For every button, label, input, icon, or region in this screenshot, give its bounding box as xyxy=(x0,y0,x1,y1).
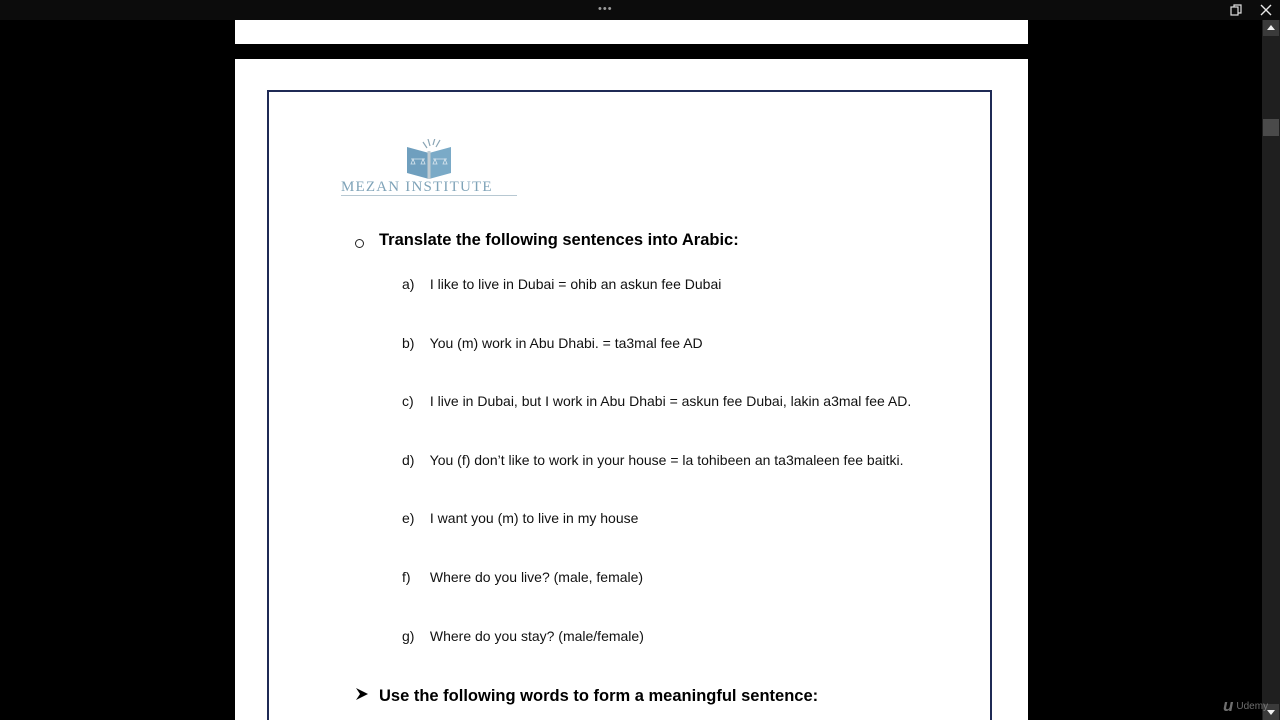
item-text: I live in Dubai, but I work in Abu Dhabi = askun fee Dubai, lakin a3mal fee AD. xyxy=(429,393,912,409)
item-label: c) xyxy=(402,393,414,409)
vertical-scrollbar[interactable] xyxy=(1262,20,1280,720)
item-label: g) xyxy=(402,628,415,644)
section-heading-translate: Translate the following sentences into Arabic: xyxy=(379,231,739,249)
item-text: I want you (m) to live in my house xyxy=(429,510,639,526)
udemy-logo-icon: u xyxy=(1223,696,1234,715)
scroll-up-button[interactable] xyxy=(1263,20,1279,36)
item-text: You (f) don’t like to work in your house = la tohibeen an ta3maleen fee baitki. xyxy=(429,452,904,468)
udemy-watermark xyxy=(1223,696,1268,716)
watermark-text: Udemy xyxy=(1236,701,1269,712)
logo-underline xyxy=(341,195,517,196)
list-item xyxy=(402,335,703,351)
list-item xyxy=(402,452,903,468)
item-text: I like to live in Dubai = ohib an askun fee Dubai xyxy=(429,276,722,292)
item-label: d) xyxy=(402,452,415,468)
item-label: b) xyxy=(402,335,415,351)
item-text: Where do you live? (male, female) xyxy=(429,569,644,585)
scroll-thumb[interactable] xyxy=(1263,119,1279,136)
list-item xyxy=(402,628,644,644)
close-button[interactable] xyxy=(1258,2,1274,18)
item-label: f) xyxy=(402,569,411,585)
logo-text: MEZAN INSTITUTE xyxy=(341,179,493,195)
item-text: Where do you stay? (male/female) xyxy=(429,628,644,644)
title-bar xyxy=(0,0,1280,20)
list-item xyxy=(402,276,721,292)
previous-page-bottom xyxy=(235,20,1028,44)
close-icon xyxy=(1258,2,1274,18)
mezan-institute-logo xyxy=(341,139,521,199)
list-item xyxy=(402,569,643,585)
drag-handle-icon[interactable]: ••• xyxy=(598,3,613,15)
item-text: You (m) work in Abu Dhabi. = ta3mal fee AD xyxy=(429,335,703,351)
item-label: e) xyxy=(402,510,415,526)
open-book-scales-icon xyxy=(341,139,521,181)
item-label: a) xyxy=(402,276,415,292)
arrow-bullet-icon xyxy=(355,687,369,705)
restore-icon xyxy=(1229,3,1243,17)
restore-button[interactable] xyxy=(1229,3,1243,17)
document-page xyxy=(235,59,1028,720)
circle-bullet-icon xyxy=(355,239,364,248)
section-heading-form-sentence: Use the following words to form a meaningful sentence: xyxy=(379,687,819,705)
list-item xyxy=(402,510,638,526)
list-item xyxy=(402,393,911,409)
